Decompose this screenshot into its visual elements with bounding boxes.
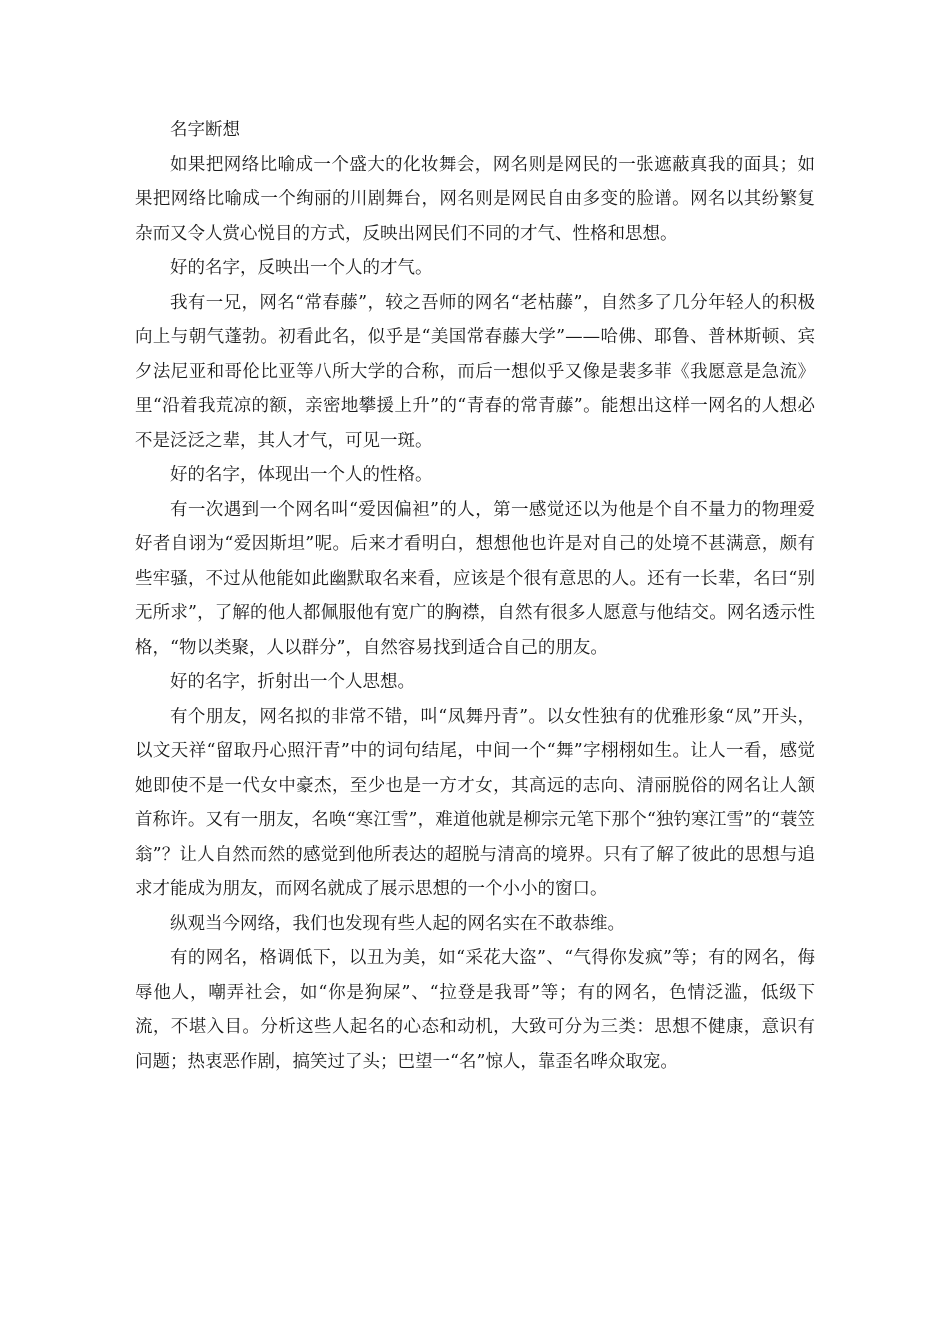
- paragraph: 有个朋友，网名拟的非常不错，叫“凤舞丹青”。以女性独有的优雅形象“凤”开头，以文天祥“留取丹心照汗青”中的词句结尾，中间一个“舞”字栩栩如生。让人一看，感觉她即使不是一代女中豪杰，至少也是一方才女，其高远的志向、清丽脱俗的网名让人颔首称许。又有一朋友，名唤“寒江雪”，难道他就是柳宗元笔下那个“独钓寒江雪”的“蓑笠翁”？让人自然而然的感觉到他所表达的超脱与清高的境界。只有了解了彼此的思想与追求才能成为朋友，而网名就成了展示思想的一个小小的窗口。: [135, 706, 815, 899]
- paragraph: 如果把网络比喻成一个盛大的化妆舞会，网名则是网民的一张遮蔽真我的面具；如果把网络比喻成一个绚丽的川剧舞台，网名则是网民自由多变的脸谱。网名以其纷繁复杂而又令人赏心悦目的方式，反映出网民们不同的才气、性格和思想。: [135, 154, 815, 244]
- paragraph: 好的名字，折射出一个人思想。: [170, 672, 415, 692]
- paragraph: 好的名字，反映出一个人的才气。: [170, 258, 433, 278]
- paragraph: 有的网名，格调低下，以丑为美，如“采花大盗”、“气得你发疯”等；有的网名，侮辱他人，嘲弄社会，如“你是狗屎”、“拉登是我哥”等；有的网名，色情泛滥，低级下流，不堪入目。分析这些人起名的心态和动机，大致可分为三类：思想不健康，意识有问题；热衷恶作剧，搞笑过了头；巴望一“名”惊人，靠歪名哗众取宠。: [135, 948, 815, 1072]
- paragraph: 好的名字，体现出一个人的性格。: [170, 465, 433, 485]
- document-title: 名字断想: [170, 120, 240, 140]
- paragraph: 我有一兄，网名“常春藤”，较之吾师的网名“老枯藤”，自然多了几分年轻人的积极向上与朝气蓬勃。初看此名，似乎是“美国常春藤大学”——哈佛、耶鲁、普林斯顿、宾夕法尼亚和哥伦比亚等八所大学的合称，而后一想似乎又像是裴多菲《我愿意是急流》里“沿着我荒凉的额，亲密地攀援上升”的“青春的常青藤”。能想出这样一网名的人想必不是泛泛之辈，其人才气，可见一斑。: [135, 292, 815, 451]
- paragraph: 有一次遇到一个网名叫“爱因偏袒”的人，第一感觉还以为他是个自不量力的物理爱好者自诩为“爱因斯坦”呢。后来才看明白，想想他也许是对自己的处境不甚满意，颇有些牢骚，不过从他能如此幽默取名来看，应该是个很有意思的人。还有一长辈，名曰“别无所求”，了解的他人都佩服他有宽广的胸襟，自然有很多人愿意与他结交。网名透示性格，“物以类聚，人以群分”，自然容易找到适合自己的朋友。: [135, 499, 815, 658]
- paragraph: 纵观当今网络，我们也发现有些人起的网名实在不敢恭维。: [170, 913, 625, 934]
- document-body: [135, 113, 815, 1079]
